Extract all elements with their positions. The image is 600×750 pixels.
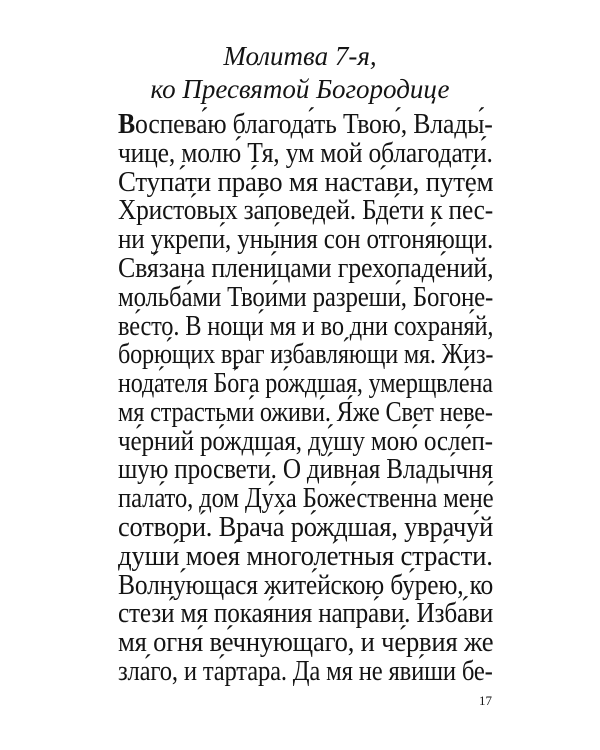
text-line-6: Свя́зана плени́цами грехопаде́ний, xyxy=(118,252,494,284)
text-line-4: Христо́вых за́поведей. Бде́ти к пе́с- xyxy=(118,195,494,227)
text-line-5: ни укрепи́, уны́ния сон отгоня́ющи. xyxy=(118,224,494,256)
text-line-10: нода́теля Бо́га ро́ждшая, умерщвле́на xyxy=(118,368,493,400)
text-line-3: Ступа́ти пра́во мя наста́ви, путе́м xyxy=(118,166,494,198)
text-line-8: ве́сто. В нощи́ мя и во дни сохраня́й, xyxy=(118,310,494,342)
text-line-18: стези́ мя покая́ния напра́ви. Изба́ви xyxy=(118,598,494,630)
prayer-title: Молитва 7-я, xyxy=(223,41,377,71)
text-line-16: души́ моея́ многоле́тныя стра́сти. xyxy=(118,540,493,572)
prayer-subtitle: ко Пресвятой Богородице xyxy=(150,74,450,104)
text-line-19: мя огня́ ве́чнующаго, и че́рвия же xyxy=(118,627,494,659)
text-line-11: мя страстьми́ оживи́. Я́же Свет неве- xyxy=(118,396,493,428)
text-line-12: че́рний ро́ждшая, ду́шу мою́ осле́п- xyxy=(118,425,493,457)
text-line-14: пала́то, дом Ду́ха Боже́ственна мене́ xyxy=(118,483,494,515)
page-number: 17 xyxy=(479,692,492,708)
drop-cap: В xyxy=(118,109,135,140)
text-line-9: борю́щих враг избавля́ющи мя. Жиз- xyxy=(118,339,494,371)
text-line-20: зла́го, и та́ртара. Да мя не яви́ши бе- xyxy=(118,656,493,687)
text-line-2: чице, молю́ Тя, ум мой облагодати́. xyxy=(118,137,493,169)
text-line-1-rest: оспева́ю благода́ть Твою́, Влады́- xyxy=(134,109,493,140)
text-line-7: мольба́ми Твои́ми разреши́, Богоне- xyxy=(118,281,494,313)
text-line-1 xyxy=(118,109,493,140)
text-line-13: шую просвети́. О ди́вная Влады́чня xyxy=(118,454,493,486)
text-line-15: сотвори́. Врача́ ро́ждшая, уврачу́й xyxy=(118,512,494,544)
text-line-17: Волну́ющася жите́йскою бу́рею, ко xyxy=(118,569,494,601)
